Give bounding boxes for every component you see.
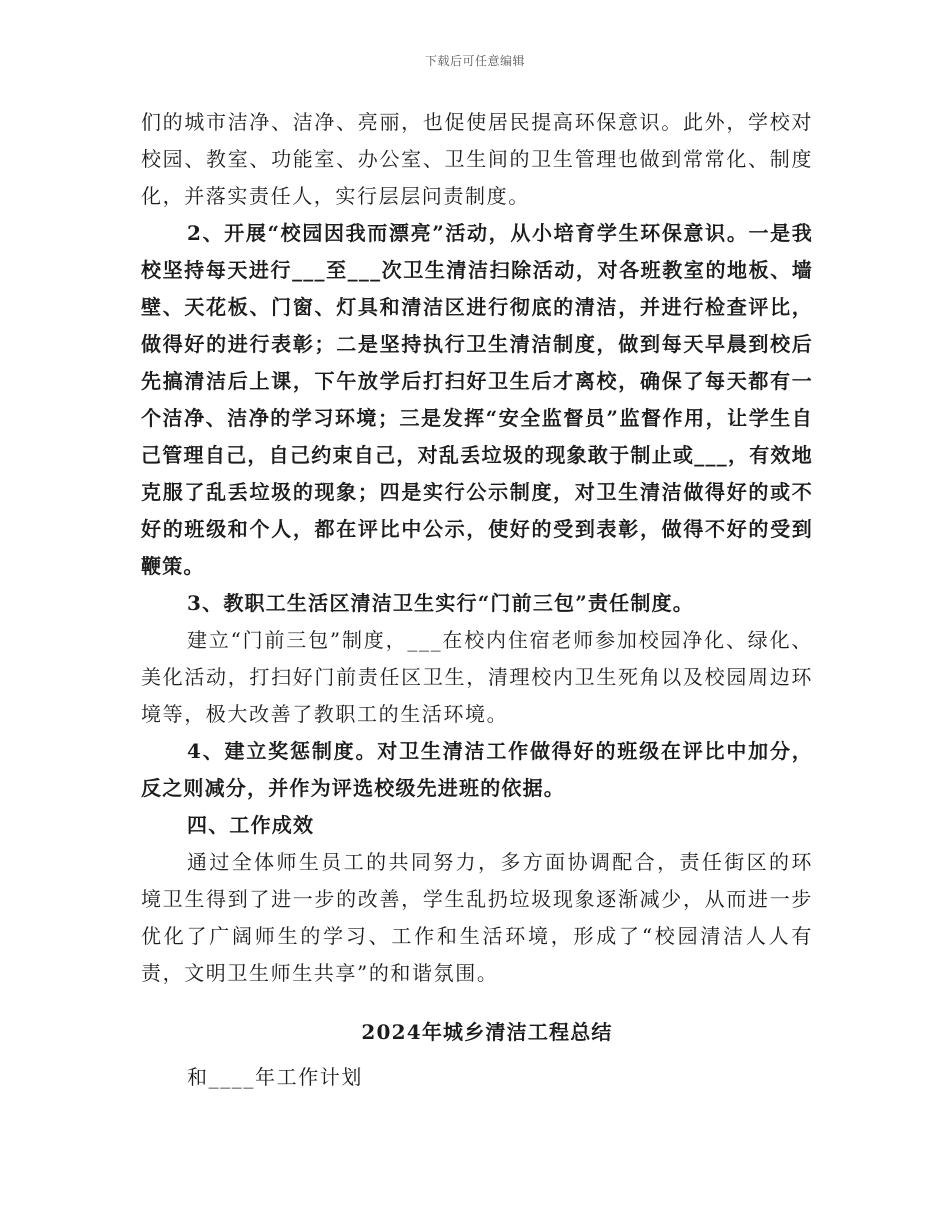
section-heading-results: 四、工作成效	[187, 813, 315, 837]
page-header-watermark: 下载后可任意编辑	[424, 54, 525, 68]
paragraph-results: 通过全体师生员工的共同努力，多方面协调配合，责任街区的环境卫生得到了进一步的改善，学生乱扔垃圾现象逐渐减少，从而进一步优化了广阔师生的学习、工作和生活环境，形成了“校园清洁人人有责，文明卫生师生共享”的和谐氛围。	[141, 850, 813, 985]
paragraph-item-2: 2、开展“校园因我而漂亮”活动，从小培育学生环保意识。一是我校坚持每天进行___至___次卫生清洁扫除活动，对各班教室的地板、墙壁、天花板、门窗、灯具和清洁区进行彻底的清洁，并进行检查评比，做得好的进行表彰；二是坚持执行卫生清洁制度，做到每天早晨到校后先搞清洁后上课，下午放学后打扫好卫生后才离校，确保了每天都有一个洁净、洁净的学习环境；三是发挥“安全监督员”监督作用，让学生自己管理自己，自己约束自己，对乱丢垃圾的现象敢于制止或___，有效地克服了乱丢垃圾的现象；四是实行公示制度，对卫生清洁做得好的或不好的班级和个人，都在评比中公示，使好的受到表彰，做得不好的受到鞭策。	[141, 221, 813, 578]
document-body	[141, 104, 813, 1096]
paragraph-work-plan: 和____年工作计划	[187, 1065, 363, 1089]
paragraph-item-3-heading: 3、教职工生活区清洁卫生实行“门前三包”责任制度。	[187, 591, 694, 615]
document-title: 2024年城乡清洁工程总结	[361, 1020, 613, 1044]
paragraph-item-3-body: 建立“门前三包”制度，___在校内住宿老师参加校园净化、绿化、美化活动，打扫好门前责任区卫生，清理校内卫生死角以及校园周边环境等，极大改善了教职工的生活环境。	[141, 628, 813, 726]
paragraph-intro: 们的城市洁净、洁净、亮丽，也促使居民提高环保意识。此外，学校对校园、教室、功能室、办公室、卫生间的卫生管理也做到常常化、制度化，并落实责任人，实行层层问责制度。	[141, 110, 813, 208]
paragraph-item-4: 4、建立奖惩制度。对卫生清洁工作做得好的班级在评比中加分，反之则减分，并作为评选校级先进班的依据。	[141, 739, 813, 800]
